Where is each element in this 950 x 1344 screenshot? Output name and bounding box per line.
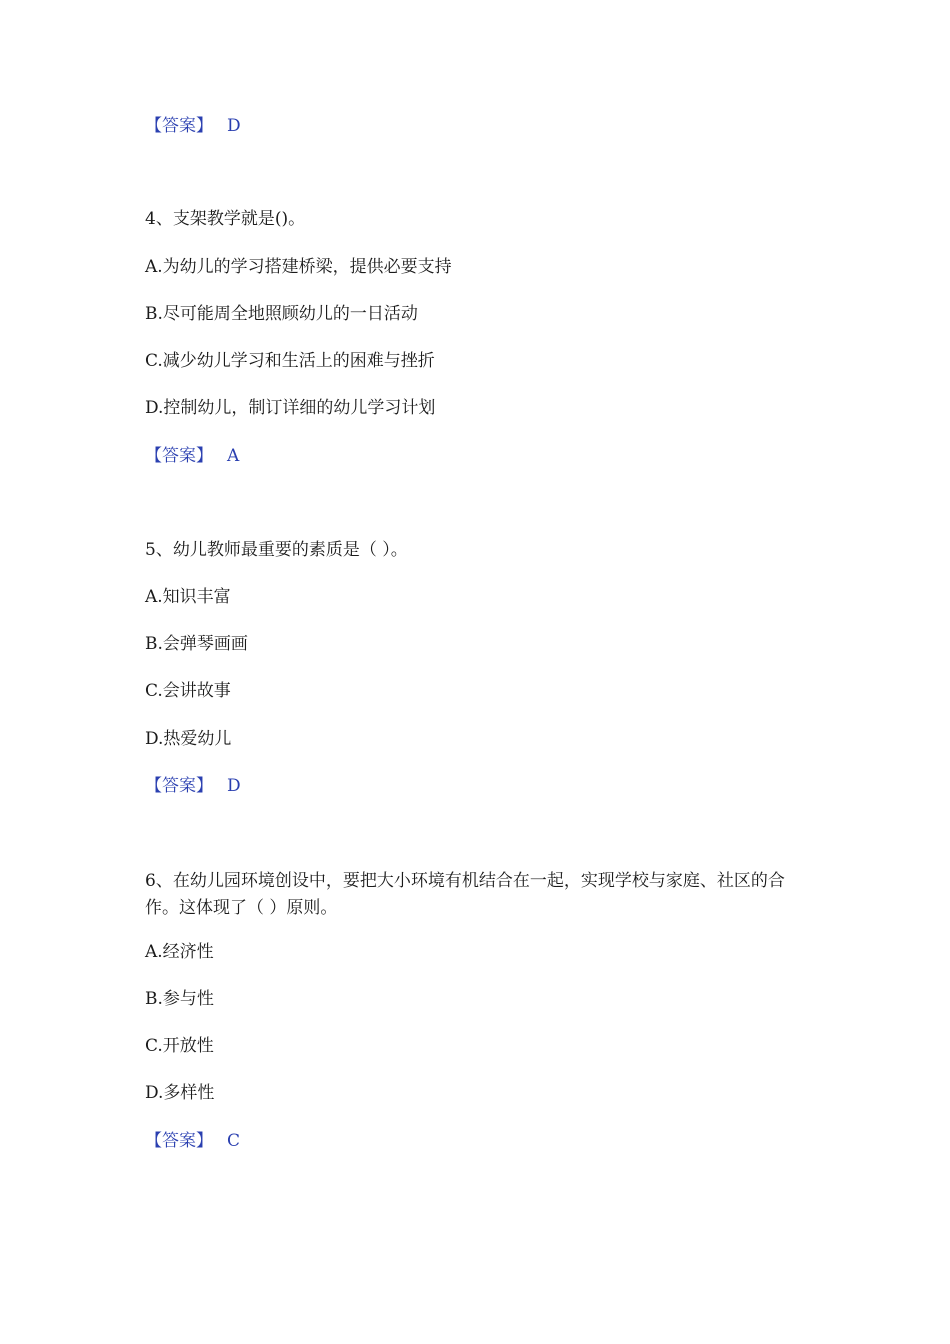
answer-line-q4 (145, 444, 239, 468)
question-4-text: 4、支架教学就是()。 (145, 209, 306, 229)
answer-line-q5 (145, 774, 241, 798)
question-6-option-b: B.参与性 (145, 989, 214, 1009)
answer-line-prev (145, 114, 241, 138)
answer-label: 【答案】 (145, 446, 213, 466)
question-5-option-a: A.知识丰富 (145, 587, 231, 607)
question-4-option-a: A.为幼儿的学习搭建桥梁，提供必要支持 (145, 257, 452, 277)
question-5-option-d: D.热爱幼儿 (145, 729, 232, 749)
answer-value: D (227, 116, 241, 136)
answer-label: 【答案】 (145, 116, 213, 136)
question-6-text: 6、在幼儿园环境创设中，要把大小环境有机结合在一起，实现学校与家庭、社区的合作。这体现了（ ）原则。 (145, 871, 785, 918)
question-6-option-d: D.多样性 (145, 1083, 215, 1103)
question-5-option-b: B.会弹琴画画 (145, 634, 248, 654)
question-4-option-c: C.减少幼儿学习和生活上的困难与挫折 (145, 351, 435, 371)
question-4-option-b: B.尽可能周全地照顾幼儿的一日活动 (145, 304, 418, 324)
answer-value: A (227, 446, 240, 466)
answer-label: 【答案】 (145, 776, 213, 796)
question-6-option-c: C.开放性 (145, 1036, 214, 1056)
question-4-option-d: D.控制幼儿，制订详细的幼儿学习计划 (145, 398, 436, 418)
answer-label: 【答案】 (145, 1131, 213, 1151)
answer-value: D (227, 776, 241, 796)
question-5-text: 5、幼儿教师最重要的素质是（ ）。 (145, 540, 408, 560)
question-6-option-a: A.经济性 (145, 942, 214, 962)
answer-value: C (227, 1131, 241, 1151)
answer-line-q6 (145, 1129, 240, 1153)
question-5-option-c: C.会讲故事 (145, 681, 231, 701)
